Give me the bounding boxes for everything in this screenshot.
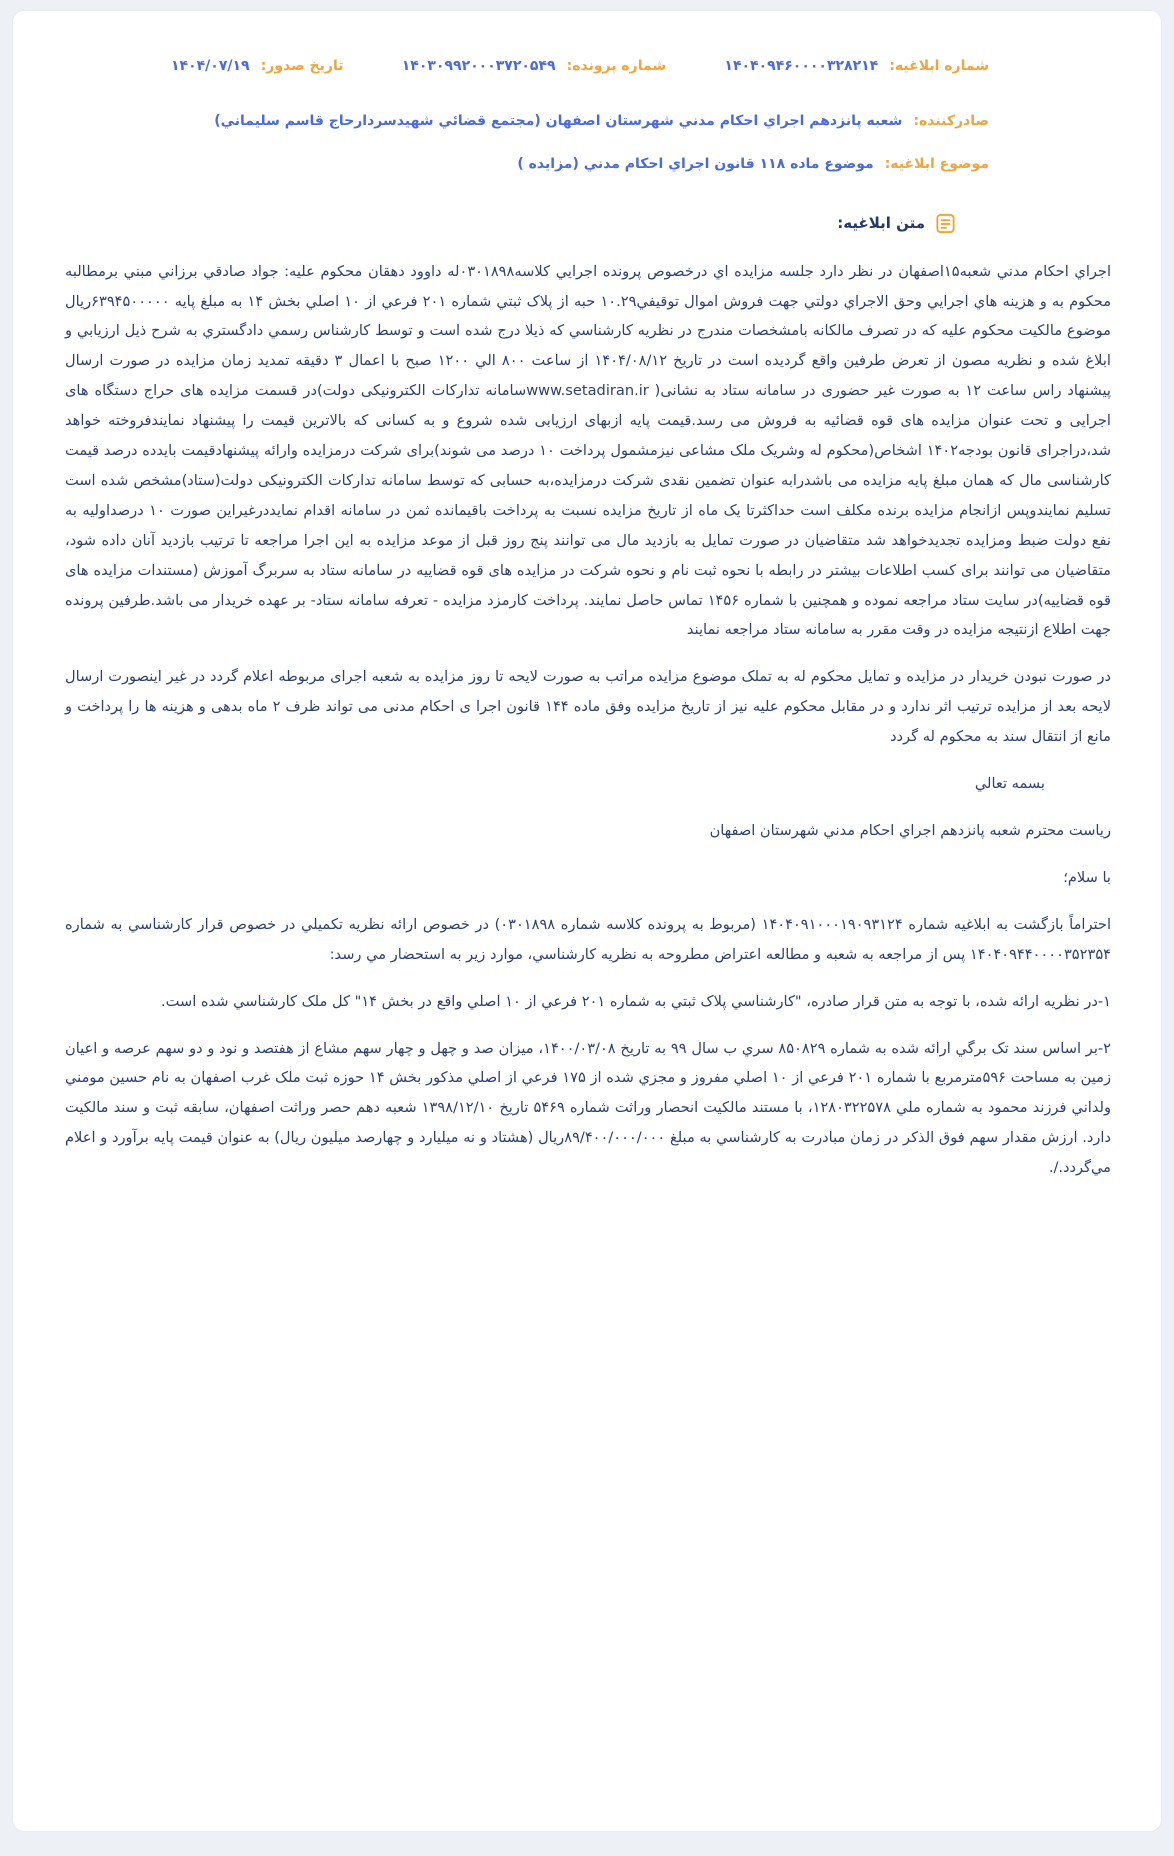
subject-label: موضوع ابلاغیه: — [884, 155, 989, 172]
notification-body — [13, 257, 1161, 1183]
issue-date — [171, 55, 343, 74]
notification-number-value: ۱۴۰۴۰۹۴۶۰۰۰۰۳۲۸۲۱۴ — [724, 58, 879, 74]
salutation-line: با سلام؛ — [1063, 868, 1111, 886]
buyer-absence-paragraph: در صورت نبودن خریدار در مزایده و تمایل محکوم له به تملک موضوع مزایده مراتب به صورت لایحه تا روز مزایده به شعبه اجرای مربوطه اعلام گردد در غیر اینصورت ارسال لایحه بعد از مزایده ترتیب اثر ندارد و در مقابل محکوم علیه نیز از تاریخ مزایده وفق ماده ۱۴۴ قانون اجرا ی احکام مدنی می تواند ظرف ۲ ماه بدهی و هزینه ها را پرداخت و مانع از انتقال سند به محکوم له گردد — [65, 668, 1112, 746]
notification-card — [12, 10, 1162, 1832]
expert-point-1-paragraph: ۱-در نظریه ارائه شده، با توجه به متن قرار صادره، "کارشناسي پلاک ثبتي به شماره ۲۰۱ فرعي از ۱۰ اصلي واقع در بخش ۱۴" کل ملک کارشناسي شده است. — [161, 992, 1111, 1010]
body-title-row — [13, 212, 1161, 235]
case-number-label: شماره پرونده: — [566, 58, 667, 74]
case-number-value: ۱۴۰۳۰۹۹۲۰۰۰۳۷۲۰۵۴۹ — [401, 58, 556, 74]
expert-point-2-paragraph: ۲-بر اساس سند تک برگي ارائه شده به شماره ۸۵۰۸۲۹ سري ب سال ۹۹ به تاریخ ۱۴۰۰/۰۳/۰۸، میزان صد و چهل و چهار سهم مشاع از هفتصد و نود و دو سهم عرصه و اعیان زمین به مساحت ۵۹۶مترمربع با شماره ۲۰۱ فرعي از ۱۰ اصلي مفروز و مجزي شده از ۱۷۵ فرعي از اصلي مذکور بخش ۱۴ حوزه ثبت ملک غرب اصفهان به نام حسین مومني ولداني فرزند محمود به شماره ملي ۱۲۸۰۳۲۲۵۷۸، با مستند مالکیت انحصار وراثت شماره ۵۴۶۹ تاریخ ۱۳۹۸/۱۲/۱۰ شعبه دهم حصر وراثت اصفهان، سابقه ثبت و سند مالکیت دارد. ارزش مقدار سهم فوق الذکر در زمان مبادرت به کارشناسي به مبلغ ۸۹/۴۰۰/۰۰۰/۰۰۰ریال (هشتاد و نه میلیارد و چهارصد میلیون ریال) به عنوان قیمت پایه برآورد و اعلام مي‌گردد./. — [65, 1039, 1111, 1177]
auction-notice-paragraph: اجراي احکام مدني شعبه۱۵اصفهان در نظر دارد جلسه مزایده اي درخصوص پرونده اجرایي کلاسه۰۳۰۱۸۹۸له داوود دهقان محکوم علیه: جواد صادقي برزاني مبني برمطالبه محکوم به و هزینه هاي اجرایي وحق الاجراي دولتي جهت فروش اموال توقیفي۱۰.۲۹ حبه از پلاک ثبتي شماره ۲۰۱ فرعي از ۱۰ اصلي بخش ۱۴ به مبلغ پایه ۶۳۹۴۵۰۰۰۰۰ریال موضوع مالکیت محکوم علیه که در تصرف مالکانه بامشخصات مندرج در نظریه کارشناسي که ذیلا درج شده است و توسط کارشناس رسمي دادگستري به شرح ذیل ارزیابي و ابلاغ شده و نظریه مصون از تعرض طرفین واقع گردیده است در تاریخ ۱۴۰۴/۰۸/۱۲ از ساعت ۸۰۰ الي ۱۲۰۰ صبح با اعمال ۳ دقیقه تمدید زمان مزایده در صورت ارسال پیشنهاد راس ساعت ۱۲ به صورت غیر حضوری در سامانه ستاد به نشانی( www.setadiran.irسامانه تدارکات الکترونیکی دولت)در قسمت مزایده های حراج دستگاه های اجرایی و تحت عنوان مزایده های قوه قضائیه به فروش می رسد.قیمت پایه ازبهای ارزیابی شده شروع و به کسانی که بالاترین قیمت را پیشنهاد نمایندفروخته خواهد شد،دراجرای قانون بودجه۱۴۰۲ اشخاص(محکوم له وشریک ملک مشاعی نیزمشمول پرداخت ۱۰ درصد می شوند)برای شرکت درمزایده وارائه پیشنهادقیمت بایدده درصد قیمت کارشناسی مال که همان مبلغ پایه مزایده می باشدرابه عنوان تضمین نقدی شرکت درمزایده،به حسابی که توسط سامانه تدارکات الکترونیکی دولت(ستاد)مشخص شده است تسلیم نمایندوپس ازانجام مزایده برنده مکلف است حداکثرتا یک ماه از تاریخ مزایده نسبت به پرداخت باقیمانده ثمن در سامانه اقدام نمایددرغیراین صورت ۱۰ درصداولیه به نفع دولت ضبط ومزایده تجدیدخواهد شد متقاضیان در صورت تمایل به بازدید مال می توانند پنج روز قبل از موعد مزایده به این اجرا مراجعه تا ترتیب بازدید آنان داده شود، متقاضیان می توانند برای کسب اطلاعات بیشتر در رابطه با نحوه ثبت نام و نحوه شرکت در مزایده های قوه قضاییه در سامانه ستاد به سربرگ آموزش (مستندات مزایده های قوه قضاییه)در سایت ستاد مراجعه نموده و همچنین با شماره ۱۴۵۶ تماس حاصل نمایند. پرداخت کارمزد مزایده - تعرفه سامانه ستاد- بر عهده خریدار می باشد.طرفین پرونده جهت اطلاع ازنتیجه مزایده در وقت مقرر به سامانه ستاد مراجعه نمایند — [65, 262, 1112, 639]
expert-reply-intro-paragraph: احتراماً بازگشت به ابلاغیه شماره ۱۴۰۴۰۹۱۰۰۰۱۹۰۹۳۱۲۴ (مربوط به پرونده کلاسه شماره ۰۳۰۱۸۹۸) در خصوص ارائه نظریه تکمیلي در خصوص قرار کارشناسي به شماره ۱۴۰۴۰۹۴۴۰۰۰۰۳۵۲۳۵۴ پس از مراجعه به شعبه و مطالعه اعتراض مطروحه به نظریه کارشناسي، موارد زیر به استحضار مي رسد: — [65, 915, 1111, 963]
subject-value: موضوع ماده ۱۱۸ قانون اجراي احکام مدني (مزایده ) — [517, 155, 874, 172]
case-number — [402, 55, 666, 74]
besmeh-line: بسمه تعالي — [974, 775, 1045, 793]
issue-date-value: ۱۴۰۴/۰۷/۱۹ — [171, 58, 250, 74]
notification-number — [724, 55, 989, 74]
issuer-value: شعبه پانزدهم اجراي احکام مدني شهرستان اصفهان (مجتمع قضائي شهیدسردارحاج قاسم سلیماني) — [214, 113, 903, 129]
body-title: متن ابلاغیه: — [837, 214, 925, 233]
subject-row — [13, 149, 1161, 178]
notification-number-label: شماره ابلاغیه: — [889, 58, 989, 74]
notification-page — [0, 10, 1174, 1832]
document-lines-icon — [934, 212, 957, 235]
issuer-label: صادرکننده: — [913, 113, 989, 129]
addressee-line: ریاست محترم شعبه پانزدهم اجراي احکام مدني شهرستان اصفهان — [709, 822, 1111, 839]
issuer-row — [13, 106, 1161, 135]
meta-header-row — [13, 55, 1161, 74]
issue-date-label: تاریخ صدور: — [260, 58, 344, 74]
